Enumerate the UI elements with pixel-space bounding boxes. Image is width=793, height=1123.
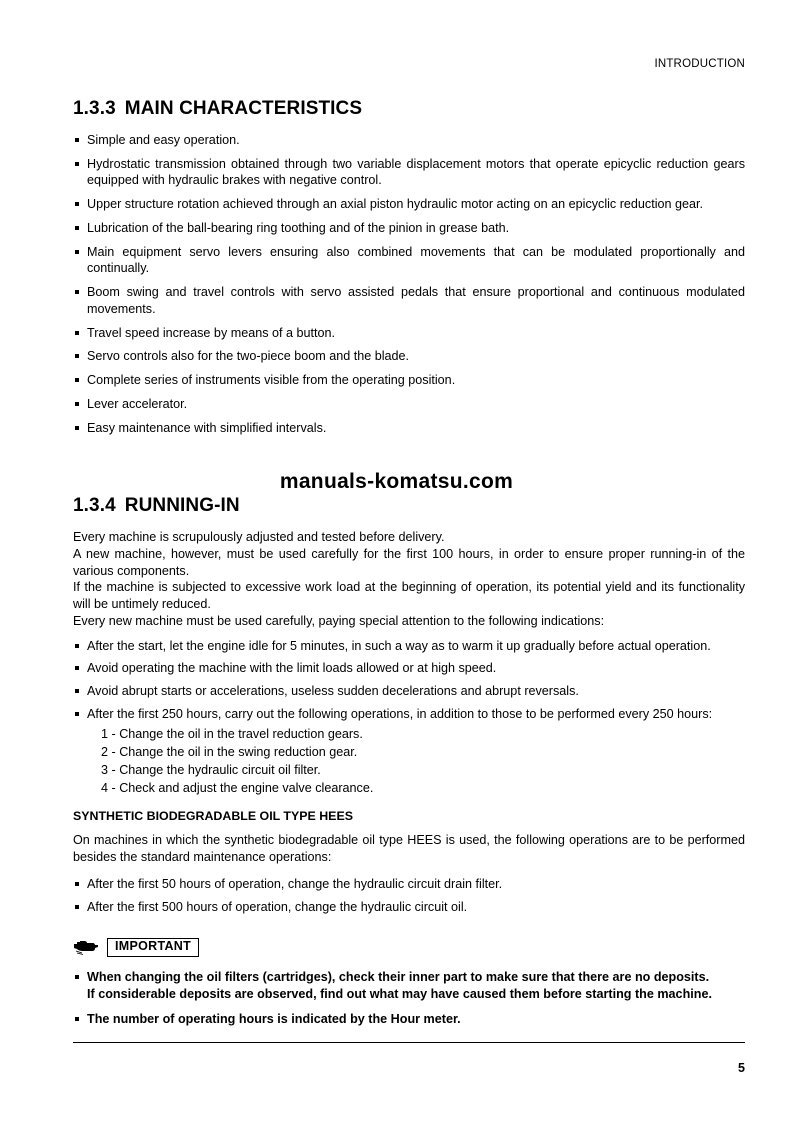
page-content	[73, 58, 745, 1043]
list-item: Upper structure rotation achieved through an axial piston hydraulic motor acting on an epicyclic reduction gear.	[73, 196, 745, 213]
page-title	[73, 98, 745, 120]
running-in-intro-line-1: Every machine is scrupulously adjusted and tested before delivery.	[73, 530, 445, 545]
list-item: 1 - Change the oil in the travel reduction gears.	[101, 726, 363, 741]
list-item: Boom swing and travel controls with servo assisted pedals that ensure proportional and continuous modulated movements.	[73, 284, 745, 317]
section-title-text: MAIN CHARACTERISTICS	[124, 98, 363, 119]
pointing-hand-icon	[73, 939, 99, 955]
list-item-text: After the first 250 hours, carry out the following operations, in addition to those to be performed every 250 hours:	[87, 706, 713, 721]
list-item: Servo controls also for the two-piece boom and the blade.	[73, 348, 745, 365]
running-in-intro-line-3: If the machine is subjected to excessive work load at the beginning of operation, its potential yield and its functionality will be untimely reduced.	[73, 580, 745, 612]
list-item: After the first 500 hours of operation, change the hydraulic circuit oil.	[73, 899, 745, 916]
list-item: Avoid operating the machine with the limit loads allowed or at high speed.	[73, 660, 745, 677]
list-item: After the first 50 hours of operation, change the hydraulic circuit drain filter.	[73, 876, 745, 893]
list-item: The number of operating hours is indicated by the Hour meter.	[73, 1011, 745, 1028]
list-item: Hydrostatic transmission obtained through two variable displacement motors that operate epicyclic reduction gears equipped with hydraulic brakes with negative control.	[73, 156, 745, 189]
running-head: INTRODUCTION	[654, 58, 745, 70]
running-in-title-text: RUNNING-IN	[124, 495, 240, 517]
running-in-intro-line-4: Every new machine must be used carefully, paying special attention to the following indications:	[73, 613, 605, 628]
list-item: 3 - Change the hydraulic circuit oil filter.	[101, 762, 321, 777]
section-number: 1.3.3	[73, 98, 116, 119]
bottom-divider	[73, 1042, 745, 1043]
main-characteristics-list	[73, 132, 745, 436]
running-in-title	[73, 495, 745, 517]
list-item: Easy maintenance with simplified intervals.	[73, 420, 745, 437]
list-item	[73, 969, 745, 1002]
important-bullet-1-followup: If considerable deposits are observed, find out what may have caused them before starting the machine.	[87, 986, 712, 1001]
numbered-operations-list	[87, 726, 745, 798]
list-item: Lever accelerator.	[73, 396, 745, 413]
important-notice	[73, 938, 745, 957]
list-item: Simple and easy operation.	[73, 132, 745, 149]
running-in-intro-line-2: A new machine, however, must be used carefully for the first 100 hours, in order to ensure proper running-in of the various components.	[73, 547, 745, 578]
hees-list	[73, 876, 745, 916]
important-bullet-1-text: When changing the oil filters (cartridges), check their inner part to make sure that there are no deposits.	[87, 969, 710, 984]
list-item: Avoid abrupt starts or accelerations, useless sudden decelerations and abrupt reversals.	[73, 683, 745, 700]
list-item: Travel speed increase by means of a button.	[73, 325, 745, 342]
running-in-list	[73, 638, 745, 797]
list-item: 2 - Change the oil in the swing reduction gear.	[101, 744, 358, 759]
list-item	[73, 706, 745, 797]
hees-subheading: SYNTHETIC BIODEGRADABLE OIL TYPE HEES	[73, 809, 353, 824]
list-item: Complete series of instruments visible from the operating position.	[73, 372, 745, 389]
list-item: Main equipment servo levers ensuring also combined movements that can be modulated proportionally and continually.	[73, 244, 745, 277]
page-number: 5	[738, 1061, 745, 1075]
running-in-number: 1.3.4	[73, 495, 116, 517]
list-item: After the start, let the engine idle for 5 minutes, in such a way as to warm it up gradually before actual operation.	[73, 638, 745, 655]
list-item: 4 - Check and adjust the engine valve clearance.	[101, 781, 374, 795]
important-list	[73, 969, 745, 1028]
important-label: IMPORTANT	[107, 938, 199, 957]
watermark: manuals-komatsu.com	[279, 470, 514, 493]
hees-paragraph: On machines in which the synthetic biodegradable oil type HEES is used, the following operations are to be performed besides the standard maintenance operations:	[73, 833, 745, 864]
list-item: Lubrication of the ball-bearing ring toothing and of the pinion in grease bath.	[73, 220, 745, 237]
